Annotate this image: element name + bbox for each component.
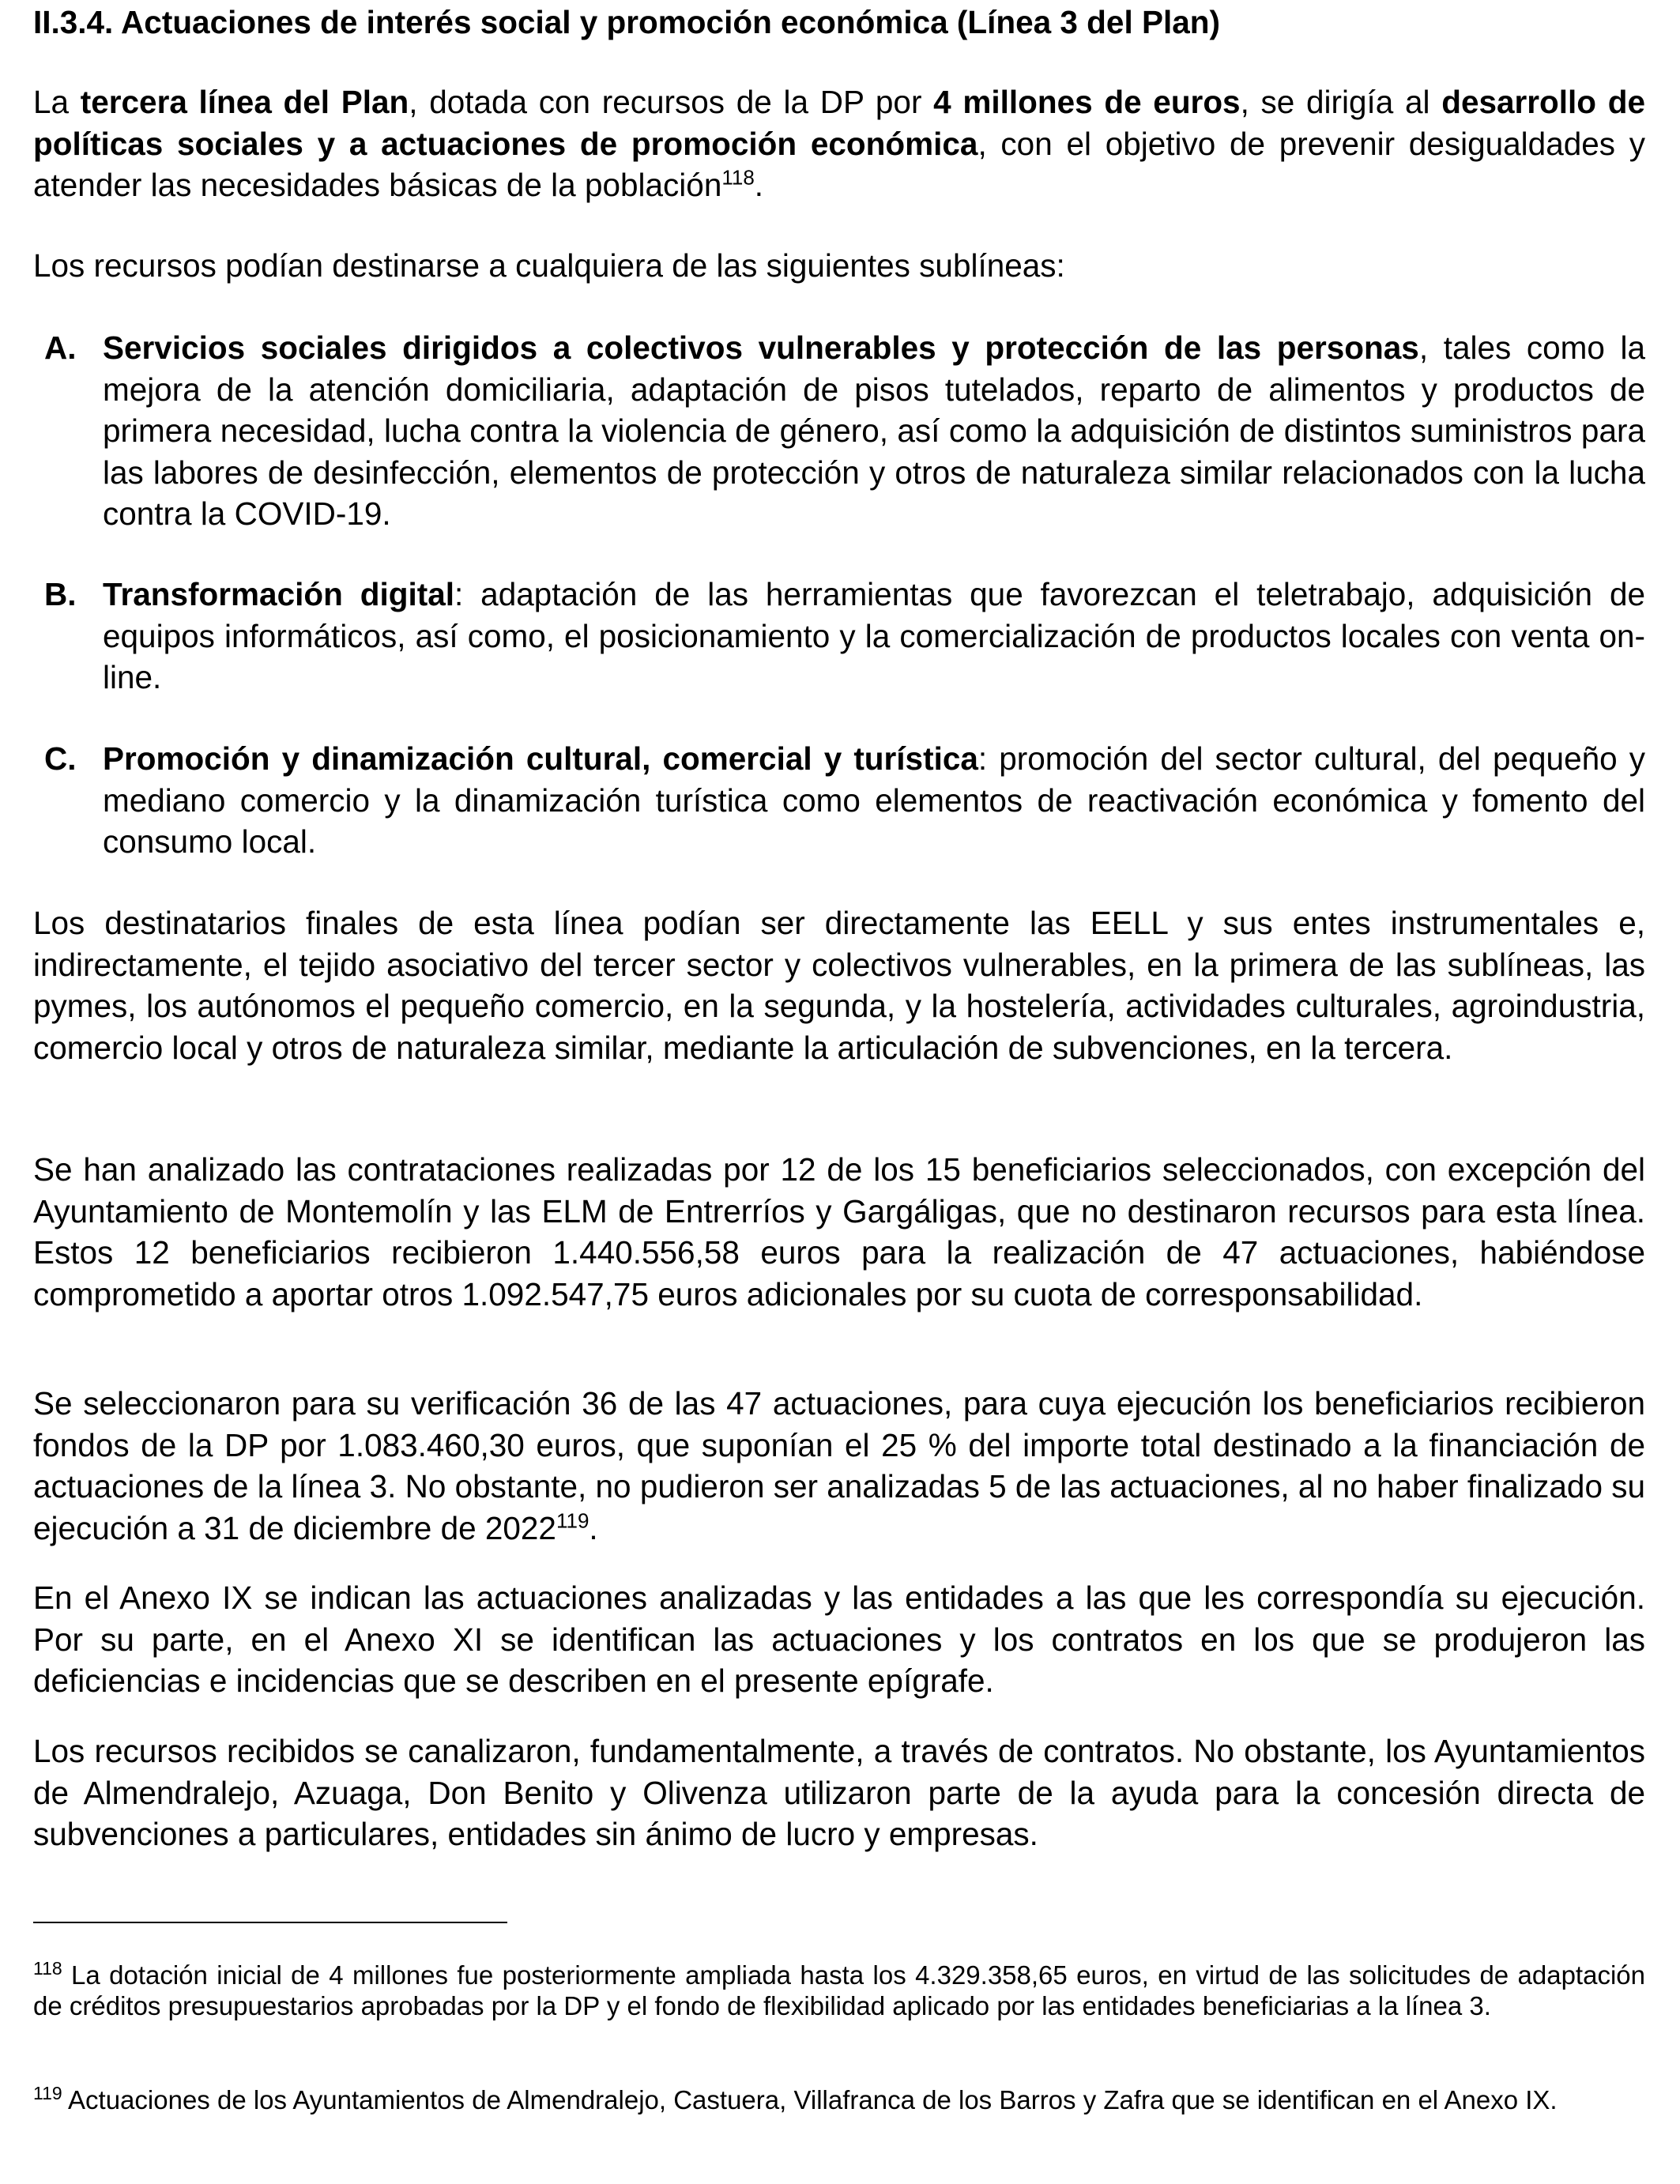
paragraph-sublines-intro: Los recursos podían destinarse a cualquiera de las siguientes sublíneas:	[33, 247, 1065, 284]
intro-text: La	[33, 84, 81, 120]
subline-text	[103, 738, 1645, 863]
footnote-119	[33, 2084, 1645, 2115]
verification-text: Se seleccionaron para su verificación 36 de las 47 actuaciones, para cuya ejecución los beneficiarios recibieron fondos de la DP por 1.083.460,30 euros, que suponían el 25 % del importe total destinado a la financiación de actuaciones de la línea 3. No obstante, no pudieron ser analizadas 5 de las actuaciones, al no haber finalizado su ejecución a 31 de diciembre de 2022	[33, 1385, 1645, 1546]
subline-text	[103, 327, 1645, 535]
subline-title: Promoción y dinamización cultural, comercial y turística	[103, 740, 978, 777]
footnote-text: La dotación inicial de 4 millones fue posteriormente ampliada hasta los 4.329.358,65 euros, en virtud de las solicitudes de adaptación de créditos presupuestarios aprobadas por la DP y el fondo de flexibilidad aplicado por las entidades beneficiarias a la línea 3.	[33, 1960, 1645, 2020]
subline-description: , tales como la mejora de la atención domiciliaria, adaptación de pisos tutelados, reparto de alimentos y productos de primera necesidad, lucha contra la violencia de género, así como la adquisición de distintos suministros para las labores de desinfección, elementos de protección y otros de naturaleza similar relacionados con la lucha contra la COVID-19.	[103, 329, 1645, 532]
footnote-number: 118	[33, 1958, 62, 1979]
subline-text	[103, 574, 1645, 699]
subline-title: Servicios sociales dirigidos a colectivos vulnerables y protección de las personas	[103, 329, 1419, 366]
intro-bold-line: tercera línea del Plan	[80, 84, 409, 120]
paragraph-resources: Los recursos recibidos se canalizaron, fundamentalmente, a través de contratos. No obstante, los Ayuntamientos de Almendralejo, Azuaga, Don Benito y Olivenza utilizaron parte de la ayuda para la concesión directa de subvenciones a particulares, entidades sin ánimo de lucro y empresas.	[33, 1733, 1645, 1852]
subline-description: : adaptación de las herramientas que favorezcan el teletrabajo, adquisición de equipos informáticos, así como, el posicionamiento y la comercialización de productos locales con venta on-line.	[103, 576, 1645, 695]
footnote-ref-118[interactable]: 118	[721, 165, 755, 190]
intro-bold-amount: 4 millones de euros	[933, 84, 1241, 120]
section-heading: II.3.4. Actuaciones de interés social y promoción económica (Línea 3 del Plan)	[33, 4, 1220, 40]
intro-text: , dotada con recursos de la DP por	[409, 84, 934, 120]
intro-bold-purpose: desarrollo de políticas sociales y a actuaciones de promoción económica	[33, 84, 1645, 162]
footnote-separator	[33, 1922, 507, 1923]
list-marker: A.	[44, 329, 77, 366]
verification-text: .	[589, 1509, 598, 1546]
paragraph-intro	[33, 81, 1645, 206]
paragraph-recipients: Los destinatarios finales de esta línea podían ser directamente las EELL y sus entes instrumentales e, indirectamente, el tejido asociativo del tercer sector y colectivos vulnerables, en la primera de las sublíneas, las pymes, los autónomos el pequeño comercio, en la segunda, y la hostelería, actividades culturales, agroindustria, comercio local y otros de naturaleza similar, mediante la articulación de subvenciones, en la tercera.	[33, 905, 1645, 1066]
subline-description: : promoción del sector cultural, del pequeño y mediano comercio y la dinamización turística como elementos de reactivación económica y fomento del consumo local.	[103, 740, 1645, 860]
paragraph-annexes: En el Anexo IX se indican las actuaciones analizadas y las entidades a las que les correspondía su ejecución. Por su parte, en el Anexo XI se identifican las actuaciones y los contratos en los que se produjeron las deficiencias e incidencias que se describen en el presente epígrafe.	[33, 1580, 1645, 1699]
footnote-text: Actuaciones de los Ayuntamientos de Almendralejo, Castuera, Villafranca de los Barros y Zafra que se identifican en el Anexo IX.	[62, 2085, 1558, 2114]
footnote-ref-119[interactable]: 119	[556, 1508, 590, 1532]
list-marker: C.	[44, 740, 77, 777]
list-marker: B.	[44, 576, 77, 612]
footnote-118	[33, 1960, 1645, 2021]
paragraph-verification	[33, 1383, 1645, 1549]
intro-text: , con el objetivo de prevenir desigualdades y atender las necesidades básicas de la población	[33, 125, 1645, 203]
intro-text: .	[754, 167, 764, 203]
subline-title: Transformación digital	[103, 576, 454, 612]
footnote-number: 119	[33, 2083, 62, 2103]
intro-text: , se dirigía al	[1240, 84, 1442, 120]
paragraph-analysis: Se han analizado las contrataciones realizadas por 12 de los 15 beneficiarios seleccionados, con excepción del Ayuntamiento de Montemolín y las ELM de Entrerríos y Gargáligas, que no destinaron recursos para esta línea. Estos 12 beneficiarios recibieron 1.440.556,58 euros para la realización de 47 actuaciones, habiéndose comprometido a aportar otros 1.092.547,75 euros adicionales por su cuota de corresponsabilidad.	[33, 1151, 1645, 1312]
